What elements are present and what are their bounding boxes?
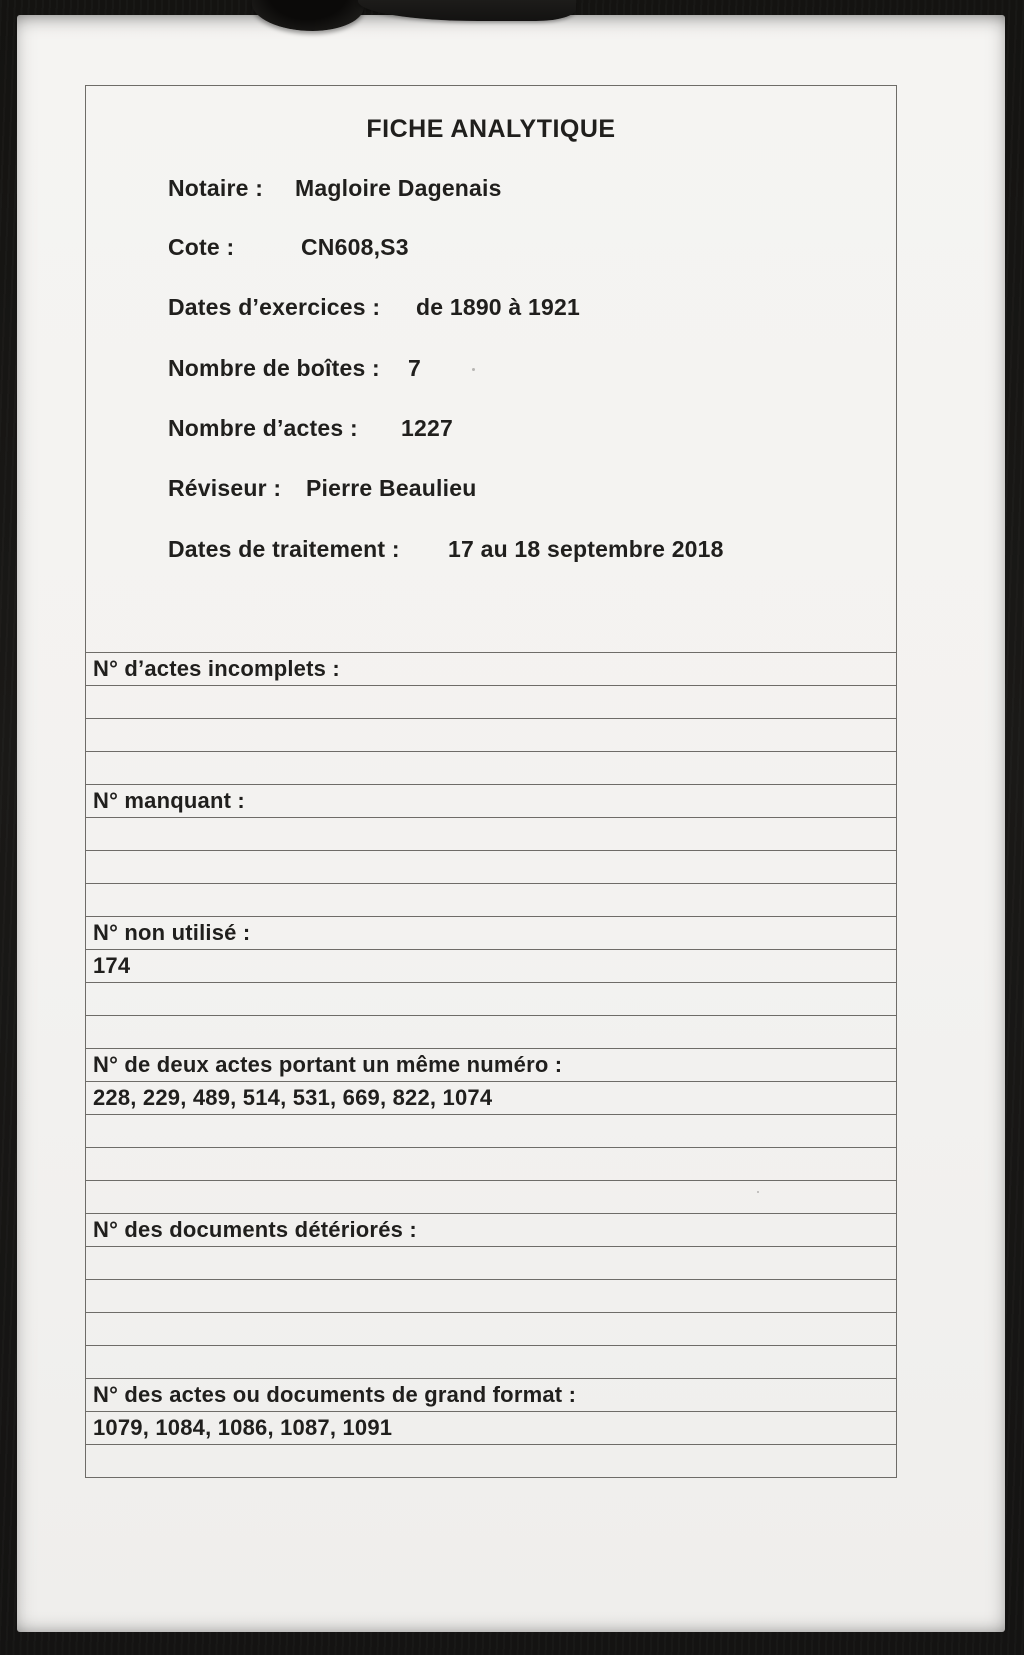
- ruled-rows: [86, 652, 896, 1477]
- field-label: Réviseur :: [168, 475, 282, 501]
- header-field-nombre-actes: [86, 413, 896, 443]
- field-value: CN608,S3: [301, 234, 409, 260]
- blank-row: [86, 1015, 896, 1048]
- section-label-row: N° d’actes incomplets :: [86, 652, 896, 685]
- header-field-dates-traitement: [86, 534, 896, 564]
- field-label: Notaire :: [168, 175, 264, 201]
- field-value: de 1890 à 1921: [416, 294, 580, 320]
- field-value: 1227: [401, 415, 453, 441]
- field-value: 17 au 18 septembre 2018: [448, 536, 724, 562]
- header-field-dates-exercices: [86, 292, 896, 322]
- blank-row: [86, 850, 896, 883]
- blank-row: [86, 1279, 896, 1312]
- header-field-reviseur: [86, 473, 896, 503]
- field-label: Dates d’exercices :: [168, 294, 381, 320]
- field-label: Cote :: [168, 234, 235, 260]
- scan-speck: [472, 368, 475, 371]
- section-value-row: 1079, 1084, 1086, 1087, 1091: [86, 1411, 896, 1444]
- blank-row: [86, 1312, 896, 1345]
- blank-row: [86, 1444, 896, 1477]
- blank-row: [86, 817, 896, 850]
- section-label-row: N° des actes ou documents de grand format :: [86, 1378, 896, 1411]
- blank-row: [86, 1246, 896, 1279]
- header-field-nombre-boites: [86, 353, 896, 383]
- field-value: 7: [408, 355, 421, 381]
- form-frame: [85, 85, 897, 1478]
- section-label-row: N° manquant :: [86, 784, 896, 817]
- blank-row: [86, 1114, 896, 1147]
- header-field-notaire: [86, 173, 896, 203]
- section-label-row: N° non utilisé :: [86, 916, 896, 949]
- blank-row: [86, 685, 896, 718]
- blank-row: [86, 751, 896, 784]
- section-label-row: N° de deux actes portant un même numéro :: [86, 1048, 896, 1081]
- form-header: [86, 86, 896, 652]
- field-label: Nombre d’actes :: [168, 415, 358, 441]
- blank-row: [86, 883, 896, 916]
- section-value-row: 228, 229, 489, 514, 531, 669, 822, 1074: [86, 1081, 896, 1114]
- blank-row: [86, 1147, 896, 1180]
- blank-row: [86, 1345, 896, 1378]
- document-title: FICHE ANALYTIQUE: [366, 115, 616, 143]
- blank-row: [86, 982, 896, 1015]
- scanned-page: [17, 15, 1005, 1632]
- section-label-row: N° des documents détériorés :: [86, 1213, 896, 1246]
- field-label: Nombre de boîtes :: [168, 355, 380, 381]
- field-value: Magloire Dagenais: [295, 175, 502, 201]
- field-label: Dates de traitement :: [168, 536, 400, 562]
- section-value-row: 174: [86, 949, 896, 982]
- field-value: Pierre Beaulieu: [306, 475, 477, 501]
- blank-row: [86, 718, 896, 751]
- header-field-cote: [86, 232, 896, 262]
- blank-row: [86, 1180, 896, 1213]
- scan-speck: [757, 1191, 759, 1193]
